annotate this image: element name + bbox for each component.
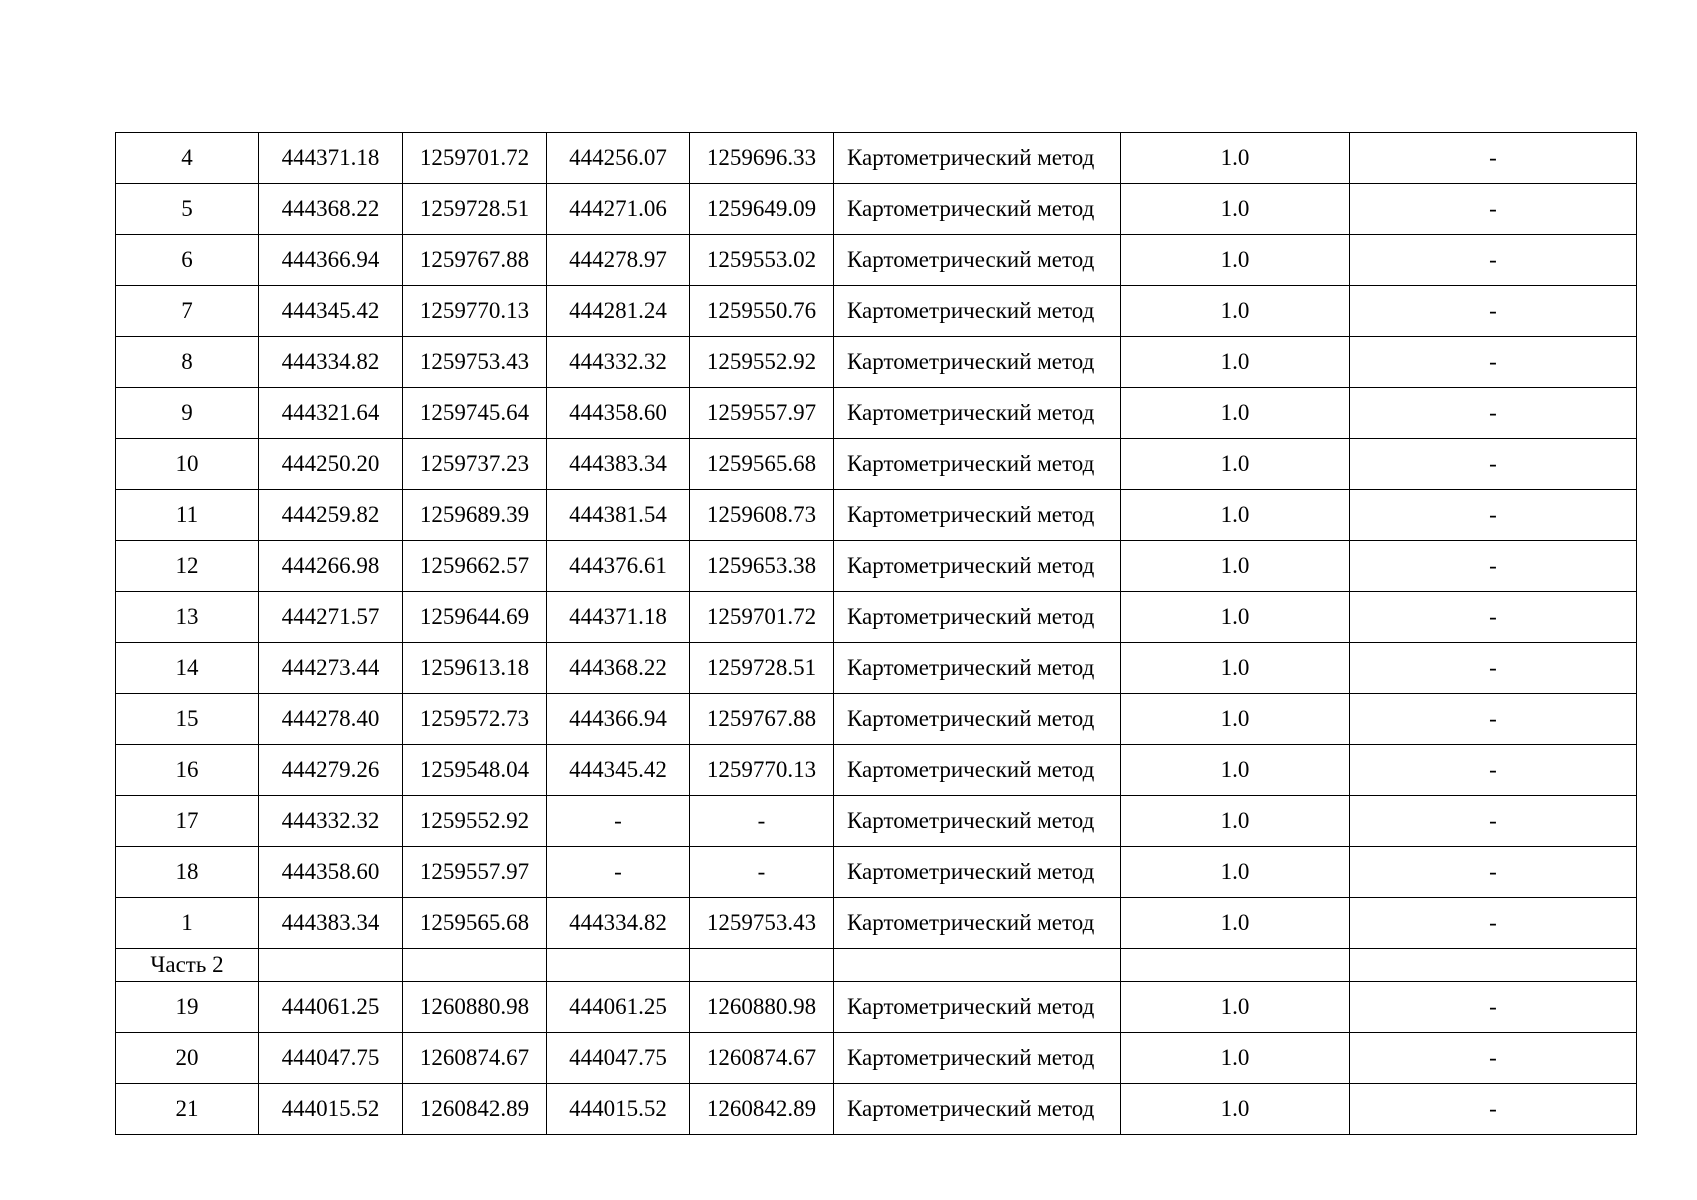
point-number-cell: 13 [116, 592, 259, 643]
x-new-cell: 444366.94 [547, 694, 690, 745]
accuracy-cell: 1.0 [1121, 541, 1350, 592]
x-new-cell: 444256.07 [547, 133, 690, 184]
x-old-cell: 444366.94 [259, 235, 403, 286]
table-body [116, 133, 1637, 1135]
method-cell: Картометрический метод [834, 847, 1121, 898]
accuracy-cell [1121, 949, 1350, 982]
table-row [116, 1033, 1637, 1084]
description-cell: - [1350, 286, 1637, 337]
y-new-cell: - [690, 847, 834, 898]
point-number-cell: 4 [116, 133, 259, 184]
accuracy-cell: 1.0 [1121, 847, 1350, 898]
table-row [116, 1084, 1637, 1135]
point-number-cell: 12 [116, 541, 259, 592]
y-new-cell: 1259653.38 [690, 541, 834, 592]
method-cell: Картометрический метод [834, 286, 1121, 337]
accuracy-cell: 1.0 [1121, 286, 1350, 337]
x-old-cell: 444250.20 [259, 439, 403, 490]
point-number-cell: 19 [116, 982, 259, 1033]
method-cell: Картометрический метод [834, 694, 1121, 745]
accuracy-cell: 1.0 [1121, 643, 1350, 694]
x-old-cell: 444278.40 [259, 694, 403, 745]
point-number-cell: 14 [116, 643, 259, 694]
table-row [116, 286, 1637, 337]
point-number-cell: 7 [116, 286, 259, 337]
y-old-cell: 1259644.69 [403, 592, 547, 643]
point-number-cell: 20 [116, 1033, 259, 1084]
table-row [116, 982, 1637, 1033]
y-old-cell: 1259572.73 [403, 694, 547, 745]
y-new-cell: 1259767.88 [690, 694, 834, 745]
y-new-cell: 1259753.43 [690, 898, 834, 949]
y-new-cell: 1260874.67 [690, 1033, 834, 1084]
x-new-cell: 444345.42 [547, 745, 690, 796]
accuracy-cell: 1.0 [1121, 490, 1350, 541]
method-cell: Картометрический метод [834, 439, 1121, 490]
x-old-cell: 444259.82 [259, 490, 403, 541]
y-old-cell: 1260874.67 [403, 1033, 547, 1084]
y-new-cell: 1259696.33 [690, 133, 834, 184]
description-cell: - [1350, 184, 1637, 235]
table-row [116, 898, 1637, 949]
accuracy-cell: 1.0 [1121, 133, 1350, 184]
x-new-cell: 444278.97 [547, 235, 690, 286]
method-cell: Картометрический метод [834, 133, 1121, 184]
y-old-cell: 1260842.89 [403, 1084, 547, 1135]
x-old-cell: 444368.22 [259, 184, 403, 235]
x-old-cell: 444271.57 [259, 592, 403, 643]
description-cell: - [1350, 1033, 1637, 1084]
table-row [116, 541, 1637, 592]
point-number-cell: 9 [116, 388, 259, 439]
x-old-cell: 444383.34 [259, 898, 403, 949]
x-new-cell: 444332.32 [547, 337, 690, 388]
point-number-cell: 15 [116, 694, 259, 745]
method-cell: Картометрический метод [834, 490, 1121, 541]
x-new-cell: 444281.24 [547, 286, 690, 337]
table-row [116, 592, 1637, 643]
x-new-cell: 444047.75 [547, 1033, 690, 1084]
point-number-cell: 17 [116, 796, 259, 847]
x-new-cell: 444371.18 [547, 592, 690, 643]
method-cell: Картометрический метод [834, 1084, 1121, 1135]
accuracy-cell: 1.0 [1121, 898, 1350, 949]
x-new-cell: 444015.52 [547, 1084, 690, 1135]
y-new-cell: 1260880.98 [690, 982, 834, 1033]
x-old-cell: 444266.98 [259, 541, 403, 592]
x-old-cell: 444047.75 [259, 1033, 403, 1084]
description-cell: - [1350, 592, 1637, 643]
description-cell: - [1350, 490, 1637, 541]
x-old-cell: 444332.32 [259, 796, 403, 847]
x-new-cell: 444381.54 [547, 490, 690, 541]
description-cell: - [1350, 337, 1637, 388]
x-new-cell: 444376.61 [547, 541, 690, 592]
description-cell: - [1350, 388, 1637, 439]
table-row [116, 133, 1637, 184]
method-cell: Картометрический метод [834, 235, 1121, 286]
x-new-cell: 444383.34 [547, 439, 690, 490]
table-row [116, 439, 1637, 490]
y-old-cell: 1259728.51 [403, 184, 547, 235]
accuracy-cell: 1.0 [1121, 592, 1350, 643]
x-old-cell: 444321.64 [259, 388, 403, 439]
section-label: Часть 2 [116, 949, 259, 982]
y-new-cell: 1259770.13 [690, 745, 834, 796]
description-cell: - [1350, 694, 1637, 745]
x-old-cell: 444015.52 [259, 1084, 403, 1135]
accuracy-cell: 1.0 [1121, 184, 1350, 235]
x-new-cell: 444334.82 [547, 898, 690, 949]
method-cell: Картометрический метод [834, 1033, 1121, 1084]
x-new-cell: - [547, 847, 690, 898]
method-cell [834, 949, 1121, 982]
accuracy-cell: 1.0 [1121, 982, 1350, 1033]
y-new-cell: 1260842.89 [690, 1084, 834, 1135]
description-cell: - [1350, 541, 1637, 592]
point-number-cell: 1 [116, 898, 259, 949]
description-cell: - [1350, 133, 1637, 184]
method-cell: Картометрический метод [834, 796, 1121, 847]
x-old-cell: 444061.25 [259, 982, 403, 1033]
table-row [116, 643, 1637, 694]
y-new-cell: 1259728.51 [690, 643, 834, 694]
table-row [116, 796, 1637, 847]
table-row [116, 694, 1637, 745]
accuracy-cell: 1.0 [1121, 1033, 1350, 1084]
y-new-cell: - [690, 796, 834, 847]
y-old-cell: 1259565.68 [403, 898, 547, 949]
y-old-cell: 1259548.04 [403, 745, 547, 796]
y-new-cell [690, 949, 834, 982]
accuracy-cell: 1.0 [1121, 337, 1350, 388]
y-old-cell [403, 949, 547, 982]
x-new-cell: 444061.25 [547, 982, 690, 1033]
y-old-cell: 1260880.98 [403, 982, 547, 1033]
point-number-cell: 10 [116, 439, 259, 490]
description-cell: - [1350, 1084, 1637, 1135]
method-cell: Картометрический метод [834, 643, 1121, 694]
y-old-cell: 1259662.57 [403, 541, 547, 592]
y-old-cell: 1259557.97 [403, 847, 547, 898]
point-number-cell: 11 [116, 490, 259, 541]
y-old-cell: 1259753.43 [403, 337, 547, 388]
y-new-cell: 1259701.72 [690, 592, 834, 643]
accuracy-cell: 1.0 [1121, 796, 1350, 847]
x-new-cell: 444368.22 [547, 643, 690, 694]
description-cell [1350, 949, 1637, 982]
x-old-cell [259, 949, 403, 982]
table-row [116, 235, 1637, 286]
description-cell: - [1350, 643, 1637, 694]
x-new-cell: - [547, 796, 690, 847]
point-number-cell: 8 [116, 337, 259, 388]
point-number-cell: 5 [116, 184, 259, 235]
y-new-cell: 1259552.92 [690, 337, 834, 388]
method-cell: Картометрический метод [834, 592, 1121, 643]
x-old-cell: 444334.82 [259, 337, 403, 388]
x-new-cell [547, 949, 690, 982]
y-old-cell: 1259737.23 [403, 439, 547, 490]
table-row [116, 847, 1637, 898]
y-new-cell: 1259553.02 [690, 235, 834, 286]
description-cell: - [1350, 796, 1637, 847]
table-row [116, 745, 1637, 796]
y-new-cell: 1259550.76 [690, 286, 834, 337]
point-number-cell: 6 [116, 235, 259, 286]
description-cell: - [1350, 982, 1637, 1033]
y-old-cell: 1259770.13 [403, 286, 547, 337]
x-old-cell: 444273.44 [259, 643, 403, 694]
y-new-cell: 1259565.68 [690, 439, 834, 490]
method-cell: Картометрический метод [834, 541, 1121, 592]
y-old-cell: 1259745.64 [403, 388, 547, 439]
method-cell: Картометрический метод [834, 898, 1121, 949]
description-cell: - [1350, 235, 1637, 286]
method-cell: Картометрический метод [834, 388, 1121, 439]
method-cell: Картометрический метод [834, 184, 1121, 235]
y-new-cell: 1259649.09 [690, 184, 834, 235]
method-cell: Картометрический метод [834, 982, 1121, 1033]
table-row [116, 490, 1637, 541]
y-new-cell: 1259608.73 [690, 490, 834, 541]
accuracy-cell: 1.0 [1121, 745, 1350, 796]
description-cell: - [1350, 439, 1637, 490]
table-row [116, 388, 1637, 439]
accuracy-cell: 1.0 [1121, 1084, 1350, 1135]
description-cell: - [1350, 898, 1637, 949]
y-old-cell: 1259613.18 [403, 643, 547, 694]
x-old-cell: 444345.42 [259, 286, 403, 337]
table-row [116, 337, 1637, 388]
table-row [116, 184, 1637, 235]
x-new-cell: 444358.60 [547, 388, 690, 439]
coordinates-table [115, 132, 1637, 1135]
accuracy-cell: 1.0 [1121, 388, 1350, 439]
y-old-cell: 1259552.92 [403, 796, 547, 847]
x-old-cell: 444279.26 [259, 745, 403, 796]
x-old-cell: 444371.18 [259, 133, 403, 184]
description-cell: - [1350, 745, 1637, 796]
y-old-cell: 1259767.88 [403, 235, 547, 286]
method-cell: Картометрический метод [834, 745, 1121, 796]
section-row [116, 949, 1637, 982]
point-number-cell: 18 [116, 847, 259, 898]
accuracy-cell: 1.0 [1121, 235, 1350, 286]
point-number-cell: 21 [116, 1084, 259, 1135]
x-old-cell: 444358.60 [259, 847, 403, 898]
point-number-cell: 16 [116, 745, 259, 796]
y-old-cell: 1259689.39 [403, 490, 547, 541]
description-cell: - [1350, 847, 1637, 898]
y-old-cell: 1259701.72 [403, 133, 547, 184]
accuracy-cell: 1.0 [1121, 694, 1350, 745]
y-new-cell: 1259557.97 [690, 388, 834, 439]
accuracy-cell: 1.0 [1121, 439, 1350, 490]
method-cell: Картометрический метод [834, 337, 1121, 388]
x-new-cell: 444271.06 [547, 184, 690, 235]
